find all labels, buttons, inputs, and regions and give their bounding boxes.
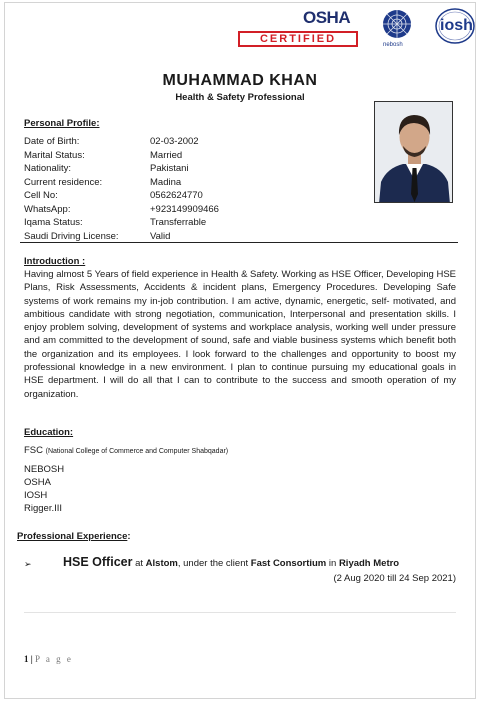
profile-value: Transferrable <box>150 217 207 228</box>
experience-heading-text: Professional Experience <box>17 531 128 542</box>
page-word: P a g e <box>34 654 73 664</box>
nebosh-label: nebosh <box>383 42 403 48</box>
iosh-label: iosh <box>440 17 473 34</box>
introduction-heading-colon: : <box>79 256 86 267</box>
candidate-title: Health & Safety Professional <box>175 92 305 103</box>
profile-value: 02-03-2002 <box>150 136 199 147</box>
page-separator: | <box>28 654 35 664</box>
education-heading <box>24 427 73 438</box>
education-item: Rigger.III <box>24 503 63 514</box>
profile-photo <box>374 101 453 203</box>
profile-value: Madina <box>150 176 182 188</box>
profile-label: Saudi Driving License: <box>24 230 119 242</box>
profile-label: WhatsApp: <box>24 203 71 215</box>
profile-label: Date of Birth: <box>24 136 80 147</box>
profile-label: Iqama Status: <box>24 217 83 228</box>
education-fsc <box>24 444 228 458</box>
experience-bullet-icon: ➢ <box>24 559 32 569</box>
profile-label: Cell No: <box>24 190 58 201</box>
page-footer <box>24 654 73 664</box>
section-divider <box>20 242 458 243</box>
portrait-image <box>375 102 453 203</box>
education-item: IOSH <box>24 490 48 501</box>
experience-heading-colon: : <box>127 531 131 542</box>
iosh-logo <box>434 6 476 46</box>
experience-dates: (2 Aug 2020 till 24 Sep 2021) <box>333 573 456 584</box>
introduction-paragraph: Having almost 5 Years of field experience in Health & Safety. Working as HSE Officer, Developing HSE Plans, Risk Assessments, Accidents & incident plans, Emergency Procedures. Developing Safe systems of work remains my in-job contribution. I am active, dynamic, energetic, self- motivated, and ambitious candidate with strong negotiation, communication, Interpersonal and presentation skills. I enjoy problem solving, development of systems and workplace analysis, working well under pressure and am committed to the development of sound, safe and viable business systems which benefit both the organization and its employees. I look forward to the challenges and opportunity to boost my professional knowledge in a new environment. I plan to continue pursuing my educational goals in HSE department. I will do all that I can to contribute to the success and smooth operation of my organization. <box>24 269 456 400</box>
profile-value: Pakistani <box>150 163 189 174</box>
page-number: 1 <box>24 654 29 664</box>
certified-stamp: CERTIFIED <box>238 31 358 47</box>
experience-client-prefix: , under the client <box>177 558 251 569</box>
profile-value: +923149909466 <box>150 203 219 215</box>
profile-value: Married <box>150 149 183 161</box>
profile-label: Marital Status: <box>24 149 85 161</box>
experience-in: in <box>326 558 339 569</box>
experience-heading <box>17 531 131 542</box>
profile-value: Valid <box>150 230 171 242</box>
nebosh-globe-icon <box>381 8 413 40</box>
education-fsc-label: FSC <box>24 445 43 456</box>
osha-logo: OSHA <box>303 8 351 27</box>
experience-job-title: HSE Officer <box>63 555 133 569</box>
education-fsc-institution: (National College of Commerce and Computer Shabqadar) <box>45 448 229 455</box>
education-item: NEBOSH <box>24 464 65 475</box>
profile-label: Current residence: <box>24 176 103 188</box>
introduction-heading <box>24 256 85 267</box>
education-heading-colon: : <box>69 427 74 438</box>
experience-entry <box>63 555 399 569</box>
education-heading-text: Education <box>24 427 70 438</box>
experience-at: at <box>132 558 146 569</box>
experience-company: Alstom <box>145 558 178 569</box>
introduction-heading-text: Introduction <box>24 256 80 267</box>
personal-profile-heading: Personal Profile: <box>24 118 100 129</box>
education-item: OSHA <box>24 477 51 488</box>
profile-value: 0562624770 <box>150 190 203 201</box>
profile-label: Nationality: <box>24 163 71 174</box>
experience-client: Fast Consortium <box>250 558 327 569</box>
candidate-name: MUHAMMAD KHAN <box>162 72 318 89</box>
footer-divider <box>24 612 456 613</box>
experience-project: Riyadh Metro <box>338 558 400 569</box>
